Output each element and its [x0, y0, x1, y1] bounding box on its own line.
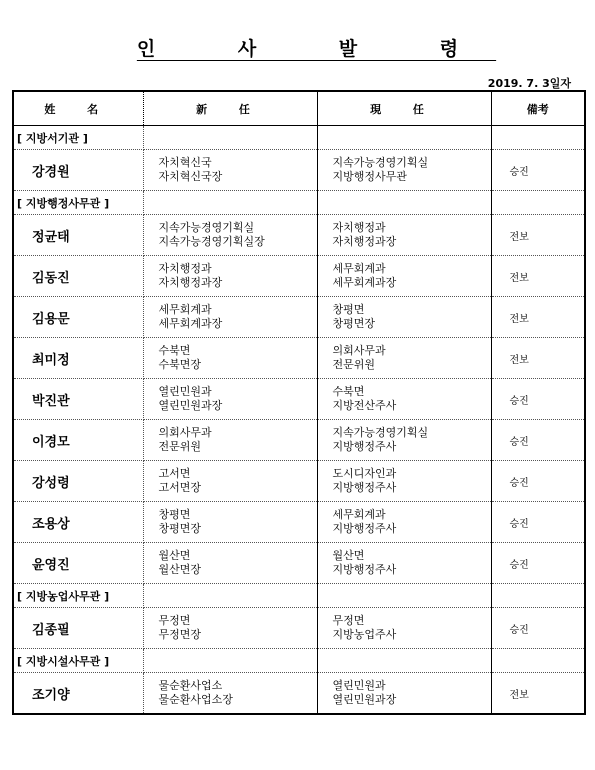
current-position-title: 열린민원과장: [332, 693, 397, 706]
person-name: 최미정: [13, 338, 143, 379]
page-title: 인 사 발 령: [136, 38, 497, 60]
empty-cell: [317, 191, 491, 215]
empty-cell: [491, 584, 585, 608]
appointment-type: 전보: [491, 215, 585, 256]
empty-cell: [491, 649, 585, 673]
new-position-dept: 지속가능경영기획실: [158, 221, 255, 234]
new-position: [143, 420, 317, 461]
new-position-title: 창평면장: [158, 522, 202, 535]
current-position-title: 자치행정과장: [332, 235, 397, 248]
new-position: [143, 256, 317, 297]
new-position: [143, 379, 317, 420]
current-position: [317, 215, 491, 256]
new-position-dept: 의회사무과: [158, 426, 212, 439]
person-name: 김동진: [13, 256, 143, 297]
empty-cell: [143, 191, 317, 215]
category-row: [13, 191, 585, 215]
current-position: [317, 420, 491, 461]
empty-cell: [491, 126, 585, 150]
empty-cell: [317, 126, 491, 150]
category-row: [13, 584, 585, 608]
appointment-type: 승진: [491, 150, 585, 191]
table-row: [13, 215, 585, 256]
new-position-title: 세무회계과장: [158, 317, 223, 330]
table-row: [13, 150, 585, 191]
person-name: 조용상: [13, 502, 143, 543]
current-position-title: 지방전산주사: [332, 399, 397, 412]
new-position: [143, 673, 317, 715]
table-row: [13, 297, 585, 338]
empty-cell: [143, 649, 317, 673]
table-row: [13, 673, 585, 715]
new-position-dept: 자치혁신국: [158, 156, 212, 169]
new-position: [143, 297, 317, 338]
appointment-type: 전보: [491, 338, 585, 379]
header-name: 姓 名: [13, 91, 143, 126]
category-row: [13, 649, 585, 673]
header-current: 現 任: [317, 91, 491, 126]
category-label: [ 지방행정사무관 ]: [13, 191, 143, 215]
new-position: [143, 608, 317, 649]
appointment-type: 승진: [491, 502, 585, 543]
new-position-title: 무정면장: [158, 628, 202, 641]
current-position: [317, 150, 491, 191]
current-position: [317, 608, 491, 649]
person-name: 김종필: [13, 608, 143, 649]
new-position: [143, 215, 317, 256]
new-position-dept: 창평면: [158, 508, 191, 521]
appointment-type: 전보: [491, 297, 585, 338]
current-position: [317, 461, 491, 502]
current-position: [317, 338, 491, 379]
person-name: 강경원: [13, 150, 143, 191]
new-position: [143, 502, 317, 543]
empty-cell: [317, 649, 491, 673]
appointment-type: 승진: [491, 379, 585, 420]
person-name: 정균태: [13, 215, 143, 256]
current-position-title: 지방행정주사: [332, 440, 397, 453]
table-row: [13, 379, 585, 420]
current-position: [317, 379, 491, 420]
person-name: 이경모: [13, 420, 143, 461]
category-label: [ 지방서기관 ]: [13, 126, 143, 150]
new-position: [143, 338, 317, 379]
current-position-dept: 세무회계과: [332, 508, 386, 521]
new-position: [143, 461, 317, 502]
current-position-title: 지방행정주사: [332, 522, 397, 535]
new-position-title: 고서면장: [158, 481, 202, 494]
new-position-dept: 자치행정과: [158, 262, 212, 275]
appointment-type: 승진: [491, 608, 585, 649]
current-position-title: 지방행정주사: [332, 481, 397, 494]
category-label: [ 지방시설사무관 ]: [13, 649, 143, 673]
new-position-dept: 열린민원과: [158, 385, 212, 398]
current-position-dept: 도시디자인과: [332, 467, 397, 480]
current-position-dept: 자치행정과: [332, 221, 386, 234]
table-row: [13, 256, 585, 297]
new-position-title: 열린민원과장: [158, 399, 223, 412]
current-position: [317, 502, 491, 543]
new-position-title: 자치혁신국장: [158, 170, 223, 183]
table-row: [13, 543, 585, 584]
person-name: 조기양: [13, 673, 143, 715]
new-position: [143, 150, 317, 191]
person-name: 강성령: [13, 461, 143, 502]
category-label: [ 지방농업사무관 ]: [13, 584, 143, 608]
appointment-type: 전보: [491, 256, 585, 297]
new-position-dept: 물순환사업소: [158, 679, 223, 692]
header-row: [13, 91, 585, 126]
new-position-title: 지속가능경영기획실장: [158, 235, 265, 248]
empty-cell: [491, 191, 585, 215]
table-row: [13, 461, 585, 502]
current-position-title: 전문위원: [332, 358, 376, 371]
current-position-dept: 창평면: [332, 303, 365, 316]
person-name: 김용문: [13, 297, 143, 338]
empty-cell: [143, 126, 317, 150]
current-position: [317, 297, 491, 338]
table-row: [13, 338, 585, 379]
current-position-title: 지방행정주사: [332, 563, 397, 576]
current-position-title: 창평면장: [332, 317, 376, 330]
current-position-title: 지방행정사무관: [332, 170, 407, 183]
current-position: [317, 673, 491, 715]
empty-cell: [317, 584, 491, 608]
person-name: 박진관: [13, 379, 143, 420]
person-name: 윤영진: [13, 543, 143, 584]
current-position: [317, 543, 491, 584]
new-position-title: 자치행정과장: [158, 276, 223, 289]
new-position-title: 수북면장: [158, 358, 202, 371]
current-position: [317, 256, 491, 297]
appointment-type: 전보: [491, 673, 585, 715]
issue-date: 2019. 7. 3일자: [487, 77, 571, 90]
new-position-dept: 수북면: [158, 344, 191, 357]
table-row: [13, 502, 585, 543]
current-position-dept: 무정면: [332, 614, 365, 627]
current-position-dept: 의회사무과: [332, 344, 386, 357]
empty-cell: [143, 584, 317, 608]
new-position-title: 물순환사업소장: [158, 693, 233, 706]
appointment-type: 승진: [491, 543, 585, 584]
current-position-dept: 열린민원과: [332, 679, 386, 692]
appointment-table: [12, 90, 586, 715]
current-position-dept: 수북면: [332, 385, 365, 398]
header-new: 新 任: [143, 91, 317, 126]
new-position-title: 전문위원: [158, 440, 202, 453]
header-note: 備考: [491, 91, 585, 126]
category-row: [13, 126, 585, 150]
current-position-title: 세무회계과장: [332, 276, 397, 289]
new-position-title: 월산면장: [158, 563, 202, 576]
appointment-type: 승진: [491, 461, 585, 502]
new-position-dept: 세무회계과: [158, 303, 212, 316]
current-position-title: 지방농업주사: [332, 628, 397, 641]
table-row: [13, 608, 585, 649]
current-position-dept: 세무회계과: [332, 262, 386, 275]
current-position-dept: 지속가능경영기획실: [332, 426, 429, 439]
new-position: [143, 543, 317, 584]
new-position-dept: 월산면: [158, 549, 191, 562]
appointment-type: 승진: [491, 420, 585, 461]
new-position-dept: 고서면: [158, 467, 191, 480]
current-position-dept: 지속가능경영기획실: [332, 156, 429, 169]
current-position-dept: 월산면: [332, 549, 365, 562]
table-row: [13, 420, 585, 461]
new-position-dept: 무정면: [158, 614, 191, 627]
